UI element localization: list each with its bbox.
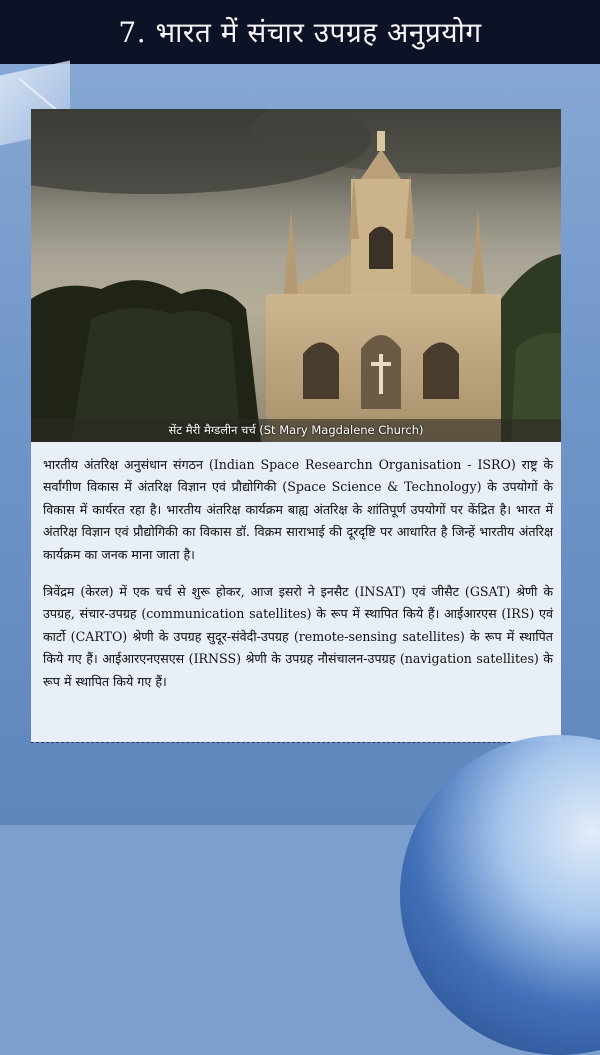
church-illustration <box>31 109 561 442</box>
text-panel <box>31 442 561 742</box>
paragraph-satellites: त्रिवेंद्रम (केरल) में एक चर्च से शुरू होकर, आज इसरो ने इनसैट (INSAT) एवं जीसैट (GSAT) श्रेणी के उपग्रह, संचार-उपग्रह (communication satellites) के रूप में स्थापित किये हैं। आईआरएस (IRS) एवं कार्टो (CARTO) श्रेणी के उपग्रह सुदूर-संवेदी-उपग्रह (remote-sensing satellites) के रूप में स्थापित किये गए हैं। आईआरएनएसएस (IRNSS) श्रेणी के उपग्रह नौसंचालन-उपग्रह (navigation satellites) के रूप में स्थापित किये गए हैं। <box>43 584 553 689</box>
page-title: 7. भारत में संचार उपग्रह अनुप्रयोग <box>118 16 482 49</box>
photo-caption: सेंट मैरी मैग्डलीन चर्च (St Mary Magdalene Church) <box>168 423 424 437</box>
church-photo <box>31 109 561 442</box>
paragraph-isro-intro: भारतीय अंतरिक्ष अनुसंधान संगठन (Indian Space Researchn Organisation - ISRO) राष्ट्र के सर्वांगीण विकास में अंतरिक्ष विज्ञान एवं प्रौद्योगिकी (Space Science & Technology) के उपयोगों के विकास में कार्यरत रहा है। भारतीय अंतरिक्ष कार्यक्रम बाह्य अंतरिक्ष के शांतिपूर्ण उपयोगों पर केंद्रित है। भारत में अंतरिक्ष विज्ञान एवं प्रौद्योगिकी का विकास डॉ. विक्रम साराभाई की दूरदृष्टि पर आधारित है जिन्हें भारतीय अंतरिक्ष कार्यक्रम का जनक माना जाता है। <box>43 457 553 562</box>
page-header <box>0 0 600 64</box>
